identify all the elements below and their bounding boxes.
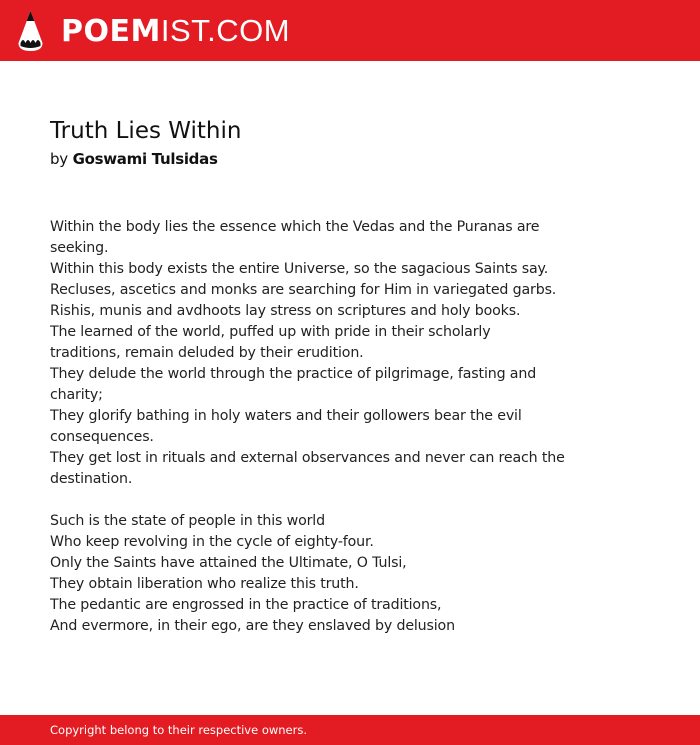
poem-line: Such is the state of people in this world [50, 513, 325, 529]
poem-line: Rishis, munis and avdhoots lay stress on scriptures and holy books. [50, 303, 521, 319]
poem-byline [50, 148, 570, 170]
poem-line: traditions, remain deluded by their erudition. [50, 345, 364, 361]
logo-light-text: IST.COM [160, 12, 291, 48]
poem-content [50, 114, 570, 658]
logo-bold-text: POEM [61, 13, 161, 49]
poem-line: consequences. [50, 429, 154, 445]
poem-line: destination. [50, 471, 133, 487]
poem-line: seeking. [50, 240, 109, 256]
poem-line: The learned of the world, puffed up with pride in their scholarly [50, 324, 491, 340]
poem-line: And evermore, in their ego, are they enslaved by delusion [50, 618, 455, 634]
byline-prefix: by [50, 150, 68, 168]
poem-line: They obtain liberation who realize this truth. [50, 576, 359, 592]
stanza [50, 511, 570, 637]
pencil-icon [17, 10, 44, 52]
site-logo-text [61, 9, 290, 54]
poem-line: Who keep revolving in the cycle of eighty-four. [50, 534, 374, 550]
site-header [0, 0, 700, 61]
copyright-text: Copyright belong to their respective owners. [50, 723, 308, 737]
poem-line: They get lost in rituals and external observances and never can reach the [50, 450, 565, 466]
stanza [50, 217, 570, 490]
site-logo-link[interactable] [17, 9, 290, 53]
author-name: Goswami Tulsidas [72, 150, 218, 168]
poem-line: Only the Saints have attained the Ultimate, O Tulsi, [50, 555, 407, 571]
poem-line: They glorify bathing in holy waters and their gollowers bear the evil [50, 408, 522, 424]
poem-title: Truth Lies Within [50, 118, 242, 144]
poem-line: The pedantic are engrossed in the practice of traditions, [50, 597, 442, 613]
poem-line: charity; [50, 387, 103, 403]
poem-line: They delude the world through the practice of pilgrimage, fasting and [50, 366, 537, 382]
site-footer [0, 715, 700, 745]
poem-line: Within the body lies the essence which the Vedas and the Puranas are [50, 219, 540, 235]
poem-body [50, 217, 570, 637]
poem-line: Within this body exists the entire Universe, so the sagacious Saints say. [50, 261, 549, 277]
poem-line: Recluses, ascetics and monks are searching for Him in variegated garbs. [50, 282, 557, 298]
